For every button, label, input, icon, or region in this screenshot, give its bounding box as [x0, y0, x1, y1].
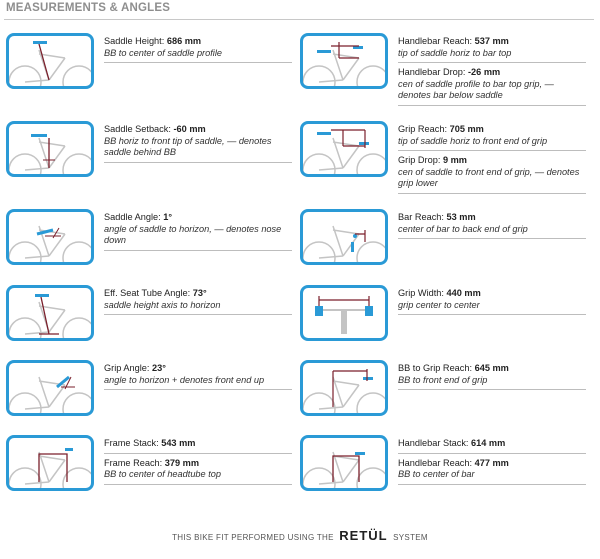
measurement-description: center of bar to back end of grip	[398, 223, 528, 234]
measurement-card	[298, 33, 588, 100]
measurement-row	[104, 36, 292, 63]
measurement-label: Grip Reach:	[398, 124, 448, 134]
measurement-row	[398, 124, 586, 151]
measurement-label: Eff. Seat Tube Angle:	[104, 288, 191, 298]
grip-angle-icon	[6, 360, 94, 416]
measurement-row	[398, 212, 586, 239]
measurement-description: saddle height axis to horizon	[104, 299, 221, 310]
measurement-value: 705 mm	[449, 124, 484, 134]
measurement-row	[104, 212, 292, 251]
measurement-heading	[104, 124, 292, 136]
measurement-heading	[398, 363, 586, 375]
measurement-heading	[398, 458, 586, 470]
footer	[0, 528, 600, 543]
measurement-row	[398, 36, 586, 63]
measurement-text	[104, 212, 292, 255]
measurement-heading	[398, 67, 586, 79]
measurement-description: angle to horizon + denotes front end up	[104, 374, 265, 385]
measurement-card	[298, 360, 588, 420]
measurement-row	[104, 438, 292, 454]
saddle-angle-icon	[6, 209, 94, 265]
measurement-value: 477 mm	[474, 457, 509, 468]
footer-prefix: THIS BIKE FIT PERFORMED USING THE	[172, 533, 334, 542]
measurement-description: cen of saddle to front end of grip, — denotes grip lower	[398, 166, 580, 188]
measurement-heading	[398, 155, 586, 167]
measurement-card	[298, 209, 588, 269]
measurement-row	[104, 288, 292, 315]
measurement-heading	[398, 438, 586, 450]
measurement-text	[398, 124, 586, 198]
measurement-card	[298, 121, 588, 188]
measurement-description: tip of saddle horiz to front end of grip	[398, 135, 548, 146]
measurement-text	[398, 288, 586, 319]
measurement-card	[4, 209, 294, 269]
measurement-heading	[104, 36, 292, 48]
measurement-label: Handlebar Reach:	[398, 457, 473, 468]
measurement-value: 543 mm	[161, 438, 196, 448]
measurement-label: Grip Drop:	[398, 155, 441, 165]
measurement-label: Grip Angle:	[104, 363, 150, 373]
measurement-label: Handlebar Reach:	[398, 36, 473, 46]
measurement-label: Saddle Setback:	[104, 124, 171, 134]
measurement-value: -26 mm	[467, 67, 501, 77]
measurement-text	[398, 438, 586, 489]
seat-tube-angle-icon	[6, 285, 94, 341]
measurement-heading	[104, 288, 292, 300]
measurement-card	[298, 435, 588, 495]
measurement-heading	[104, 438, 292, 450]
measurement-row	[398, 288, 586, 315]
footer-suffix: SYSTEM	[393, 533, 428, 542]
measurement-label: Handlebar Drop:	[398, 67, 466, 77]
measurement-heading	[104, 212, 292, 224]
measurement-label: Frame Stack:	[104, 438, 159, 448]
measurement-value: 645 mm	[474, 363, 509, 373]
measurement-heading	[398, 288, 586, 300]
measurement-text	[398, 36, 586, 110]
measurement-description: BB to center of bar	[398, 469, 475, 479]
measurement-text	[398, 212, 586, 243]
bb-to-grip-reach-icon	[300, 360, 388, 416]
measurement-card	[4, 435, 294, 495]
measurement-label: Frame Reach:	[104, 457, 163, 468]
measurement-description: BB to front end of grip	[398, 374, 488, 385]
handlebar-stack-reach-icon	[300, 435, 388, 491]
measurement-description: grip center to center	[398, 299, 480, 310]
grip-reach-drop-icon	[300, 121, 388, 177]
bar-reach-icon	[300, 209, 388, 265]
measurement-text	[104, 288, 292, 319]
measurement-heading	[104, 458, 292, 470]
measurement-row	[104, 124, 292, 163]
measurement-text	[104, 363, 292, 394]
measurement-label: Saddle Angle:	[104, 212, 161, 222]
measurement-value: 9 mm	[442, 155, 467, 165]
measurement-description: BB to center of saddle profile	[104, 47, 222, 58]
measurement-label: BB to Grip Reach:	[398, 363, 473, 373]
measurement-row	[104, 363, 292, 390]
section-title: MEASUREMENTS & ANGLES	[6, 2, 171, 14]
measurement-description: tip of saddle horiz to bar top	[398, 47, 512, 58]
measurement-card	[4, 360, 294, 420]
measurement-value: 537 mm	[474, 36, 509, 46]
measurement-row	[398, 438, 586, 454]
measurement-value: 614 mm	[471, 438, 506, 448]
measurement-row	[398, 155, 586, 194]
handlebar-reach-drop-icon	[300, 33, 388, 89]
measurement-value: 440 mm	[446, 288, 481, 298]
measurement-card	[4, 33, 294, 93]
measurement-card	[4, 121, 294, 181]
measurement-row	[104, 458, 292, 485]
measurement-card	[298, 285, 588, 345]
measurement-text	[104, 124, 292, 167]
measurement-value: 686 mm	[166, 36, 202, 46]
measurement-row	[398, 67, 586, 106]
measurement-heading	[398, 212, 586, 224]
measurement-heading	[104, 363, 292, 375]
measurement-value: 379 mm	[164, 457, 200, 468]
measurement-description: BB horiz to front tip of saddle, — denotes saddle behind BB	[104, 135, 272, 157]
measurement-description: angle of saddle to horizon, — denotes nose down	[104, 223, 282, 245]
measurement-label: Grip Width:	[398, 288, 444, 298]
measurement-label: Bar Reach:	[398, 212, 444, 222]
measurement-row	[398, 458, 586, 485]
measurement-card	[4, 285, 294, 345]
brand-logo: RETÜL	[339, 528, 388, 543]
measurement-description: BB to center of headtube top	[104, 469, 221, 479]
measurement-text	[104, 36, 292, 67]
saddle-setback-icon	[6, 121, 94, 177]
measurement-text	[398, 363, 586, 394]
measurement-heading	[398, 124, 586, 136]
title-divider	[4, 19, 594, 20]
measurement-value: 73°	[192, 288, 207, 298]
measurement-value: -60 mm	[173, 124, 206, 134]
measurement-value: 1°	[163, 212, 173, 222]
measurement-description: cen of saddle profile to bar top grip, — denotes bar below saddle	[398, 78, 554, 100]
measurement-label: Handlebar Stack:	[398, 438, 469, 448]
measurement-row	[398, 363, 586, 390]
measurement-heading	[398, 36, 586, 48]
measurement-label: Saddle Height:	[104, 36, 165, 46]
saddle-height-icon	[6, 33, 94, 89]
measurement-text	[104, 438, 292, 489]
measurement-value: 23°	[152, 363, 166, 373]
grip-width-icon	[300, 285, 388, 341]
frame-stack-reach-icon	[6, 435, 94, 491]
measurement-value: 53 mm	[446, 212, 476, 222]
